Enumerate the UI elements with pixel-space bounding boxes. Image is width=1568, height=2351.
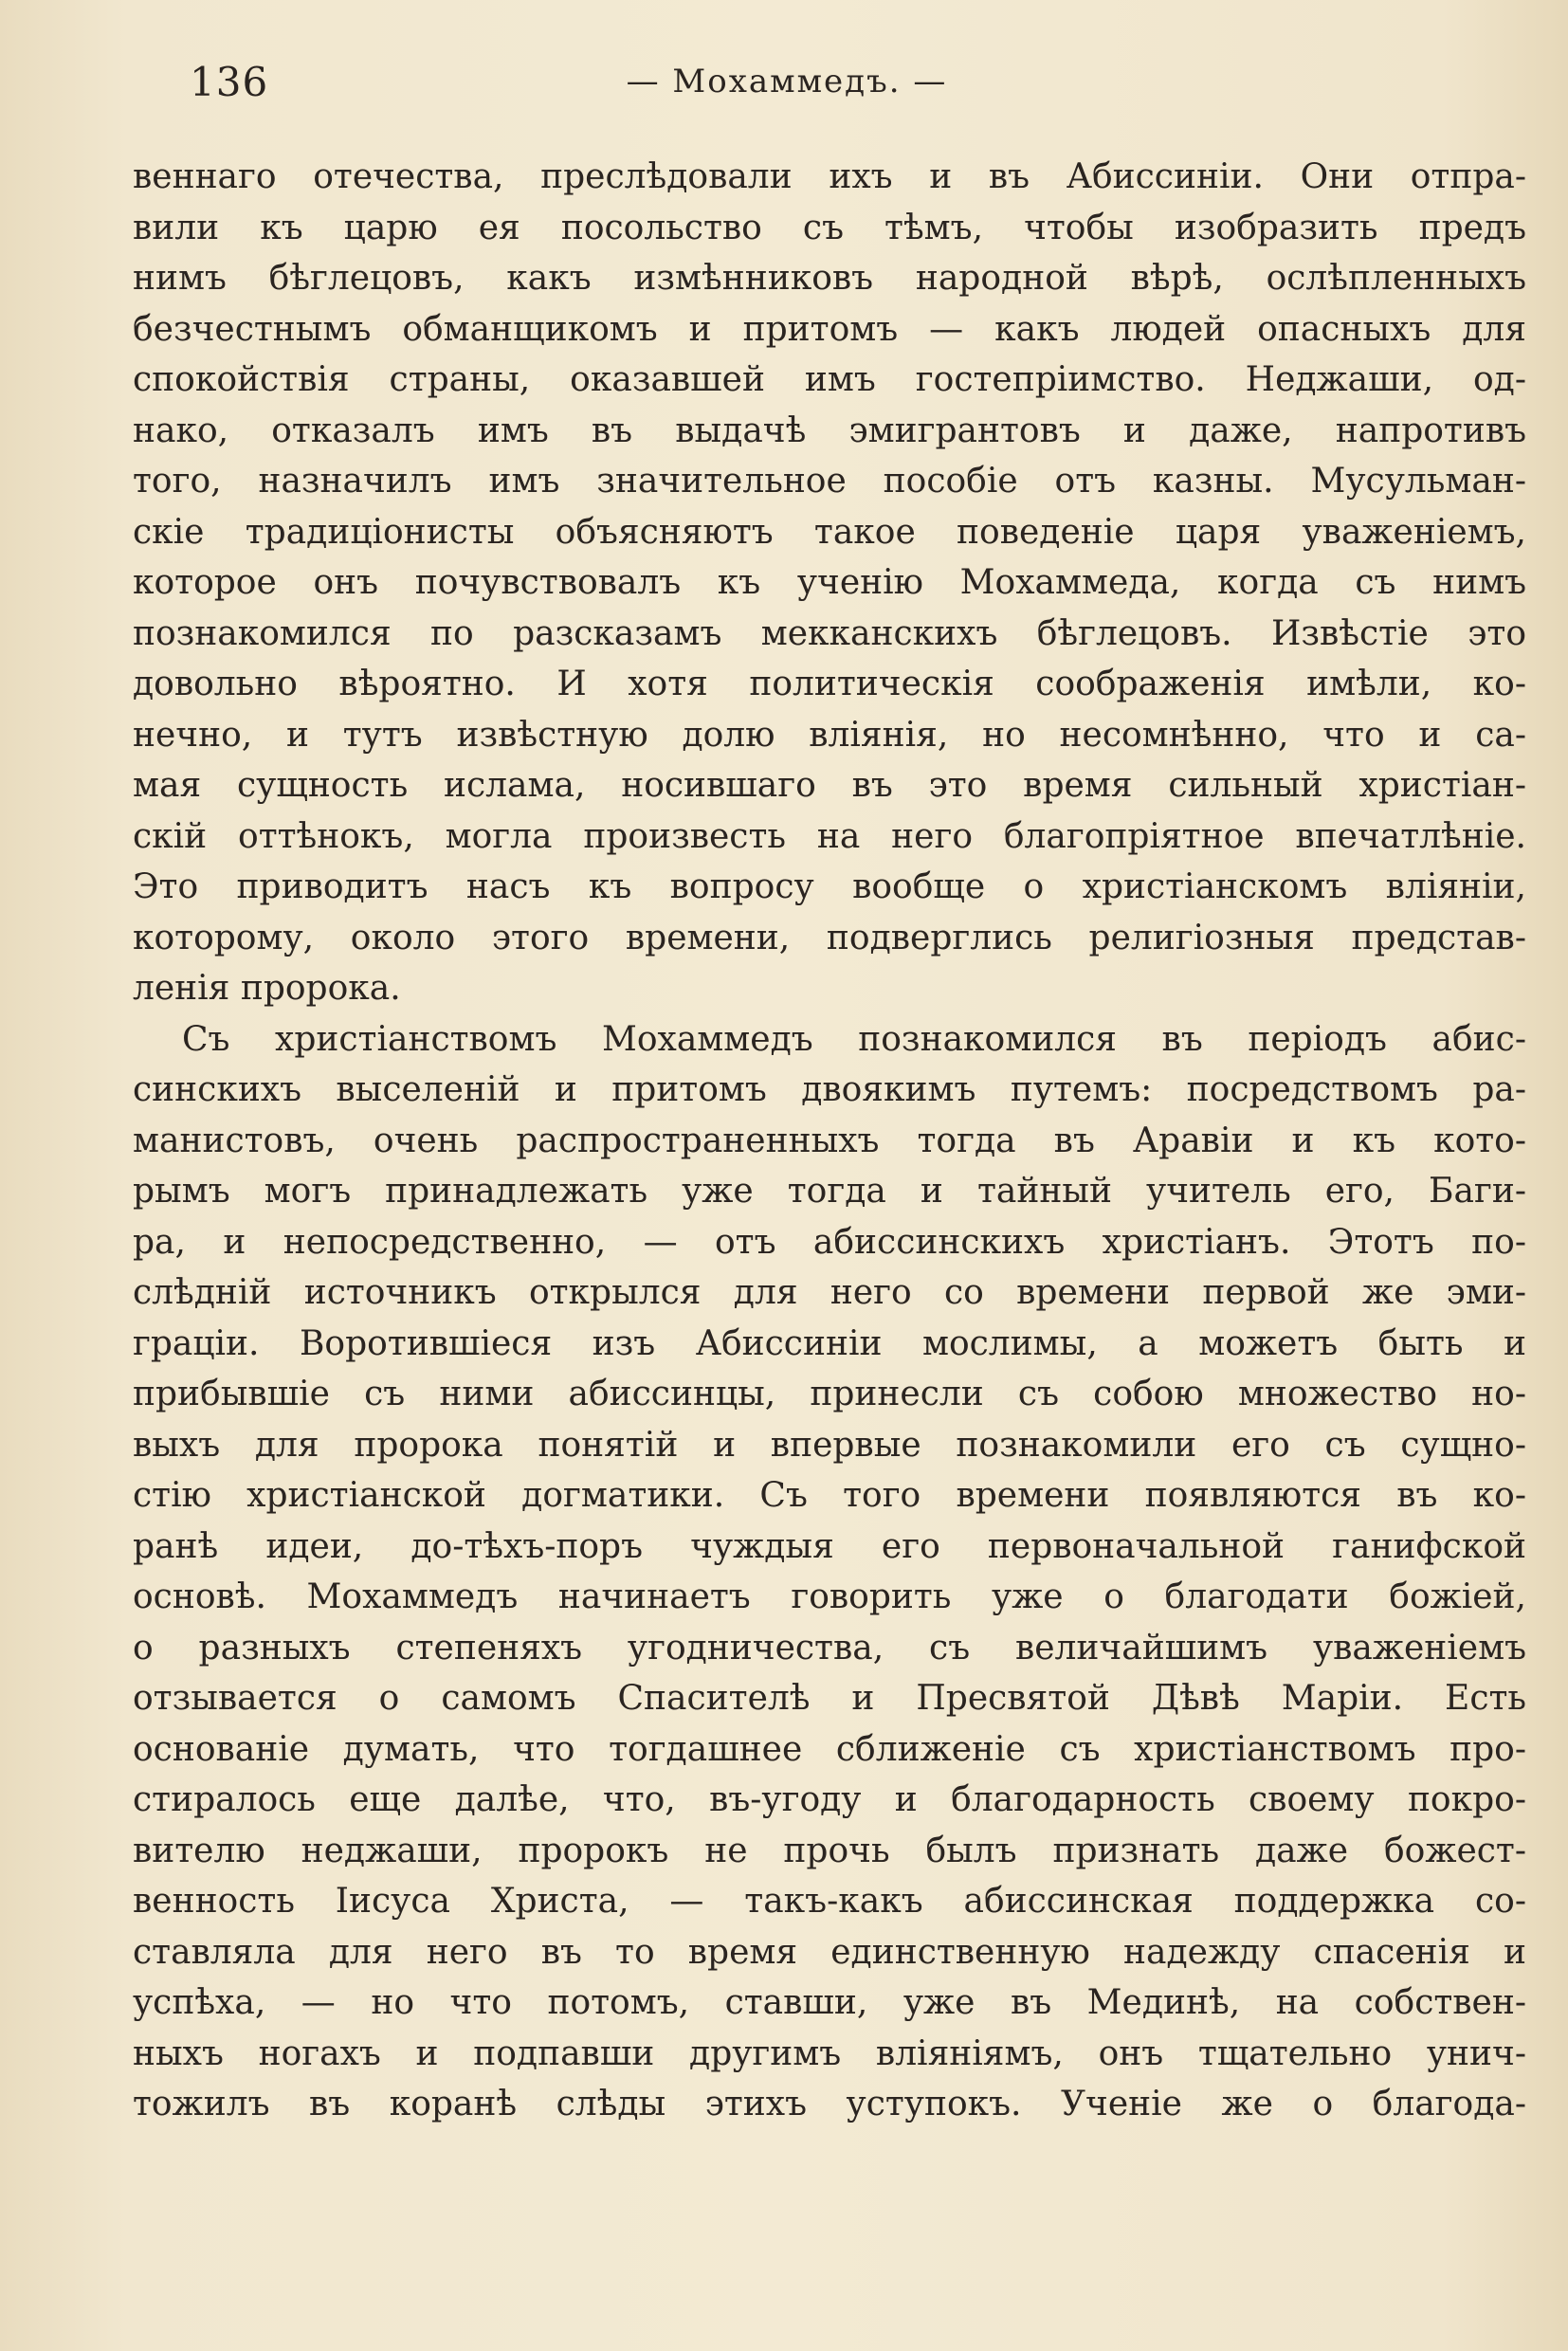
body-text: [133, 152, 1526, 2130]
text-line: веннаго отечества, преслѣдовали ихъ и въ Абиссиніи. Они отпра-: [133, 157, 1526, 196]
text-line: нечно, и тутъ извѣстную долю вліянія, но несомнѣнно, что и са-: [133, 715, 1526, 755]
text-line: безчестнымъ обманщикомъ и притомъ — какъ людей опасныхъ для: [133, 309, 1526, 349]
text-line: синскихъ выселеній и притомъ двоякимъ путемъ: посредствомъ ра-: [133, 1070, 1526, 1109]
text-line: скіе традиціонисты объясняютъ такое поведеніе царя уваженіемъ,: [133, 512, 1526, 552]
text-line: нимъ бѣглецовъ, какъ измѣнниковъ народной вѣрѣ, ослѣпленныхъ: [133, 259, 1526, 298]
text-line: скій оттѣнокъ, могла произвесть на него благопріятное впечатлѣніе.: [133, 816, 1526, 856]
text-line: основаніе думать, что тогдашнее сближеніе съ христіанствомъ про-: [133, 1729, 1526, 1769]
paragraph-last-line: ленія пророка.: [133, 969, 401, 1008]
page-number: 136: [190, 59, 269, 105]
text-line: нако, отказалъ имъ въ выдачѣ эмигрантовъ и даже, напротивъ: [133, 410, 1526, 450]
text-line: отзывается о самомъ Спасителѣ и Пресвятой Дѣвѣ Маріи. Есть: [133, 1679, 1526, 1718]
text-line: которому, около этого времени, подверглись религіозныя представ-: [133, 918, 1526, 957]
text-line: стиралось еще далѣе, что, въ-угоду и благодарность своему покро-: [133, 1780, 1526, 1819]
text-line: ныхъ ногахъ и подпавши другимъ вліяніямъ, онъ тщательно унич-: [133, 2033, 1526, 2073]
text-line: спокойствія страны, оказавшей имъ гостепріимство. Неджаши, од-: [133, 360, 1526, 399]
page-header: [190, 59, 1384, 116]
text-line: выхъ для пророка понятій и впервые познакомили его съ сущно-: [133, 1425, 1526, 1465]
text-line: стію христіанской догматики. Съ того времени появляются въ ко-: [133, 1476, 1526, 1515]
text-line: вителю неджаши, пророкъ не прочь былъ признать даже божест-: [133, 1831, 1526, 1870]
text-line: основѣ. Мохаммедъ начинаетъ говорить уже о благодати божіей,: [133, 1577, 1526, 1616]
paragraph-first-line: Съ христіанствомъ Мохаммедъ познакомился въ періодъ абис-: [182, 1019, 1526, 1059]
text-line: довольно вѣроятно. И хотя политическія соображенія имѣли, ко-: [133, 665, 1526, 703]
text-line: познакомился по разсказамъ мекканскихъ бѣглецовъ. Извѣстіе это: [133, 613, 1526, 653]
text-line: ра, и непосредственно, — отъ абиссинскихъ христіанъ. Этотъ по-: [133, 1222, 1526, 1262]
text-line: вили къ царю ея посольство съ тѣмъ, чтобы изобразить предъ: [133, 208, 1526, 247]
text-line: успѣха, — но что потомъ, ставши, уже въ Мединѣ, на собствен-: [133, 1983, 1526, 2022]
text-line: Это приводитъ насъ къ вопросу вообще о христіанскомъ вліяніи,: [133, 867, 1526, 906]
text-line: о разныхъ степеняхъ угодничества, съ величайшимъ уваженіемъ: [133, 1628, 1526, 1668]
text-line: ставляла для него въ то время единственную надежду спасенія и: [133, 1932, 1526, 1972]
text-line: ранѣ идеи, до-тѣхъ-поръ чуждыя его первоначальной ганифской: [133, 1526, 1526, 1566]
text-line: манистовъ, очень распространенныхъ тогда въ Аравіи и къ кото-: [133, 1121, 1526, 1160]
text-line: граціи. Воротившіеся изъ Абиссиніи мослимы, а можетъ быть и: [133, 1323, 1526, 1363]
text-line: прибывшіе съ ними абиссинцы, принесли съ собою множество но-: [133, 1375, 1526, 1413]
running-head: — Мохаммедъ. —: [626, 63, 948, 100]
text-line: мая сущность ислама, носившаго въ это время сильный христіан-: [133, 766, 1526, 805]
text-line: венность Іисуса Христа, — такъ-какъ абиссинская поддержка со-: [133, 1882, 1526, 1921]
text-line: рымъ могъ принадлежать уже тогда и тайный учитель его, Баги-: [133, 1172, 1526, 1211]
text-line: того, назначилъ имъ значительное пособіе отъ казны. Мусульман-: [133, 462, 1526, 501]
text-line: слѣдній источникъ открылся для него со времени первой же эми-: [133, 1273, 1526, 1312]
text-line: которое онъ почувствовалъ къ ученію Мохаммеда, когда съ нимъ: [133, 563, 1526, 602]
text-line: тожилъ въ коранѣ слѣды этихъ уступокъ. Ученіе же о благода-: [133, 2085, 1526, 2123]
